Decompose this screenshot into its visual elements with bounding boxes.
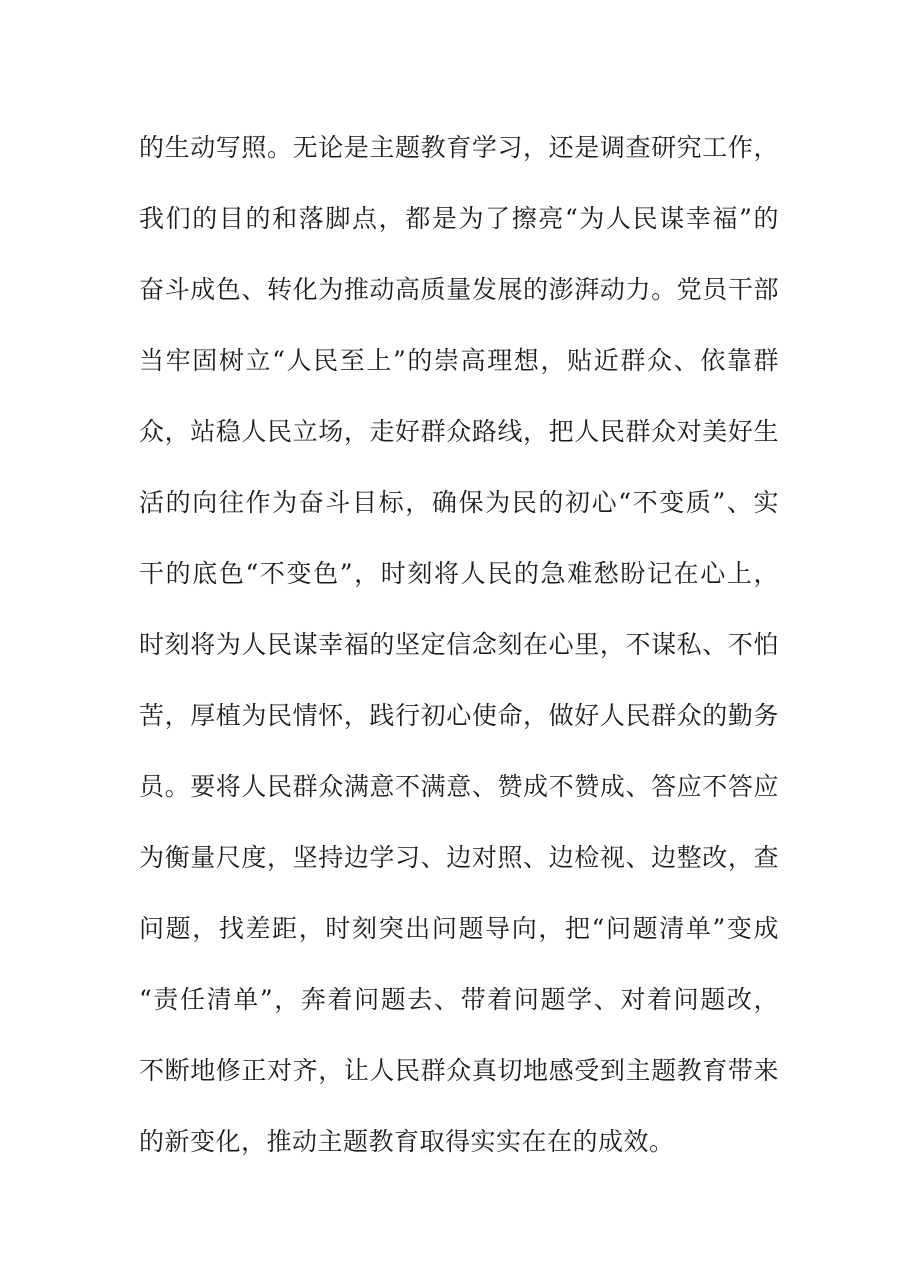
text-line: 当牢固树立“人民至上”的崇高理想，贴近群众、依靠群 [139, 346, 779, 375]
text-line: 员。要将人民群众满意不满意、赞成不赞成、答应不答应 [139, 772, 779, 801]
text-line: 不断地修正对齐，让人民群众真切地感受到主题教育带来 [139, 1056, 779, 1085]
text-line: 的生动写照。无论是主题教育学习，还是调查研究工作， [139, 133, 779, 162]
text-line: 干的底色“不变色”，时刻将人民的急难愁盼记在心上， [139, 559, 779, 588]
text-line: 众，站稳人民立场，走好群众路线，把人民群众对美好生 [139, 417, 779, 446]
text-line: 问题，找差距，时刻突出问题导向，把“问题清单”变成 [139, 914, 779, 943]
text-line: 为衡量尺度，坚持边学习、边对照、边检视、边整改，查 [139, 843, 779, 872]
text-line: 的新变化，推动主题教育取得实实在在的成效。 [139, 1127, 675, 1156]
text-line: 奋斗成色、转化为推动高质量发展的澎湃动力。党员干部 [139, 275, 779, 304]
text-line: “责任清单”，奔着问题去、带着问题学、对着问题改， [139, 985, 779, 1014]
text-line: 时刻将为人民谋幸福的坚定信念刻在心里，不谋私、不怕 [139, 630, 779, 659]
text-line: 活的向往作为奋斗目标，确保为民的初心“不变质”、实 [139, 488, 779, 517]
text-line: 我们的目的和落脚点，都是为了擦亮“为人民谋幸福”的 [139, 204, 779, 233]
body-paragraph [139, 122, 779, 1187]
text-line: 苦，厚植为民情怀，践行初心使命，做好人民群众的勤务 [139, 701, 779, 730]
